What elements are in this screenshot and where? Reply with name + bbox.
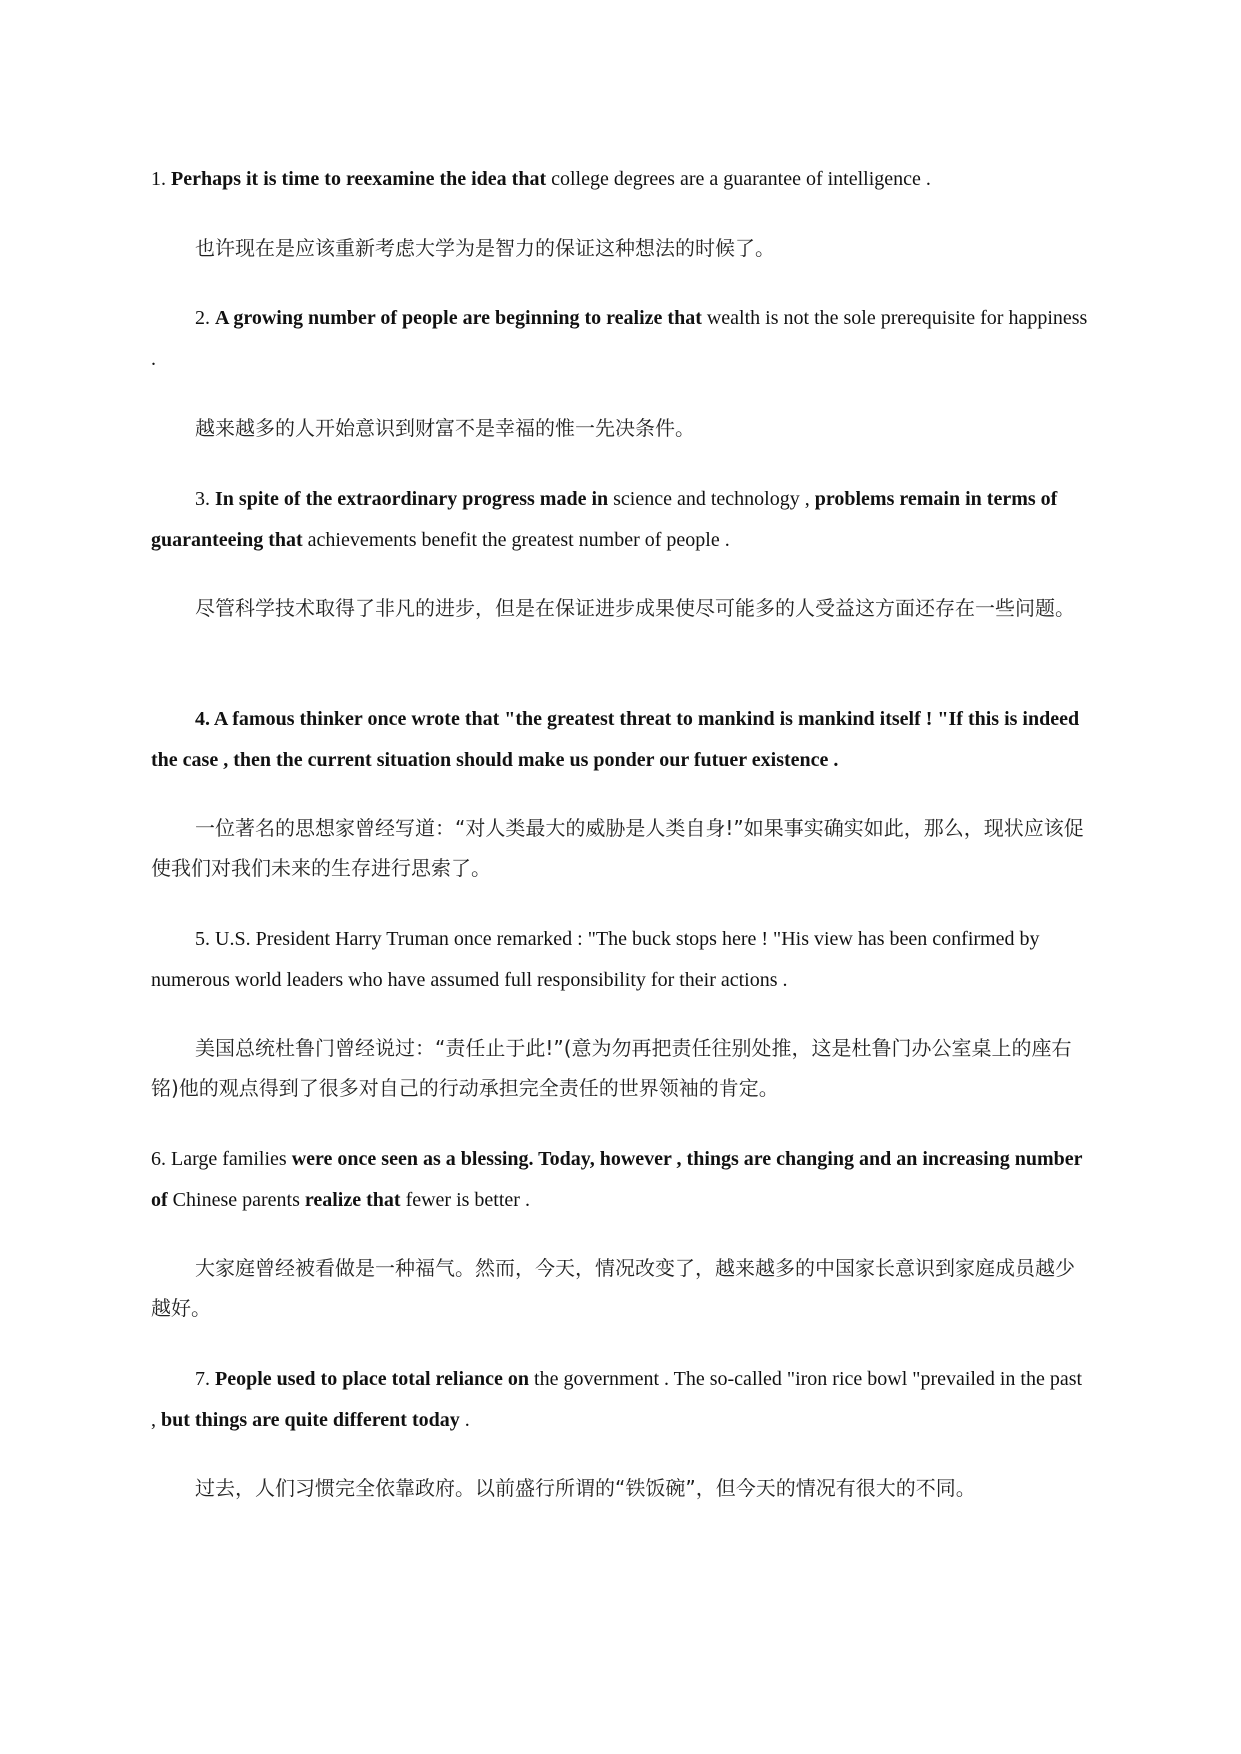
english-sentence (151, 699, 1091, 781)
translation-entry-7 (151, 1468, 1091, 1508)
translation-entry-4 (151, 808, 1091, 888)
plain-phrase: achievements benefit the greatest number of people . (302, 529, 730, 551)
sentence-entry-3 (151, 479, 1091, 561)
sentence-number: 1. (151, 168, 171, 190)
sentence-entry-5 (151, 919, 1091, 1001)
sentence-entry-4 (151, 699, 1091, 781)
sentence-entry-7 (151, 1359, 1091, 1441)
chinese-translation: 大家庭曾经被看做是一种福气。然而，今天，情况改变了，越来越多的中国家长意识到家庭成员越少越好。 (151, 1256, 1075, 1320)
translation-entry-2 (151, 408, 1091, 448)
sentence-number: 7. (195, 1368, 215, 1390)
bold-phrase: People used to place total reliance on (215, 1368, 530, 1390)
plain-phrase: science and technology , (608, 488, 815, 510)
sentence-entry-2 (151, 298, 1091, 380)
chinese-translation: 一位著名的思想家曾经写道：“对人类最大的威胁是人类自身!”如果事实确实如此，那么，现状应该促使我们对我们未来的生存进行思索了。 (151, 816, 1084, 880)
english-sentence (151, 298, 1091, 380)
english-sentence (151, 1359, 1091, 1441)
sentence-number: 3. (195, 488, 215, 510)
plain-phrase: college degrees are a guarantee of intelligence . (546, 168, 931, 190)
plain-phrase: fewer is better . (400, 1189, 530, 1211)
bold-phrase: A famous thinker once wrote that "the greatest threat to mankind is mankind itself ! "If this is indeed the case , then the current situation should make us ponder our futuer existence . (151, 708, 1080, 771)
sentence-entry-6 (151, 1139, 1091, 1221)
plain-phrase: Large families (171, 1148, 287, 1170)
bold-phrase: but things are quite different today (161, 1409, 460, 1431)
bold-phrase: problems remain in terms of guaranteeing that (151, 488, 1058, 551)
chinese-translation: 尽管科学技术取得了非凡的进步，但是在保证进步成果使尽可能多的人受益这方面还存在一些问题。 (195, 596, 1075, 620)
sentence-number: 2. (195, 307, 215, 329)
english-sentence (151, 159, 1091, 200)
plain-phrase: Chinese parents (167, 1189, 305, 1211)
chinese-translation: 美国总统杜鲁门曾经说过：“责任止于此!”(意为勿再把责任往别处推，这是杜鲁门办公室桌上的座右铭)他的观点得到了很多对自己的行动承担完全责任的世界领袖的肯定。 (151, 1036, 1072, 1100)
english-sentence (151, 919, 1091, 1001)
english-sentence (151, 479, 1091, 561)
sentence-number: 4. (195, 708, 214, 730)
chinese-translation: 越来越多的人开始意识到财富不是幸福的惟一先决条件。 (195, 416, 695, 440)
translation-entry-3 (151, 588, 1091, 628)
english-sentence (151, 1139, 1091, 1221)
sentence-number: 5. (195, 928, 215, 950)
plain-phrase: wealth is not the sole prerequisite for happiness . (151, 307, 1088, 370)
bold-phrase: A growing number of people are beginning to realize that (215, 307, 702, 329)
bold-phrase: realize that (304, 1189, 401, 1211)
chinese-translation: 也许现在是应该重新考虑大学为是智力的保证这种想法的时候了。 (195, 236, 775, 260)
chinese-translation: 过去，人们习惯完全依靠政府。以前盛行所谓的“铁饭碗”，但今天的情况有很大的不同。 (195, 1476, 976, 1500)
plain-phrase: U.S. President Harry Truman once remarked : "The buck stops here ! "His view has been confirmed by numerous world leaders who have assumed full responsibility for their actions . (151, 928, 1040, 991)
bold-phrase: In spite of the extraordinary progress made in (215, 488, 609, 510)
sentence-number: 6. (151, 1148, 171, 1170)
bold-phrase: were once seen as a blessing. Today, however , things are changing and an increasing number of (151, 1148, 1083, 1211)
sentence-entry-1 (151, 159, 1091, 200)
translation-entry-5 (151, 1028, 1091, 1108)
plain-phrase: the government . The so-called "iron rice bowl "prevailed in the past , (151, 1368, 1083, 1431)
plain-phrase: . (459, 1409, 470, 1431)
translation-entry-6 (151, 1248, 1091, 1328)
bold-phrase: Perhaps it is time to reexamine the idea that (171, 168, 547, 190)
translation-entry-1 (151, 228, 1091, 268)
